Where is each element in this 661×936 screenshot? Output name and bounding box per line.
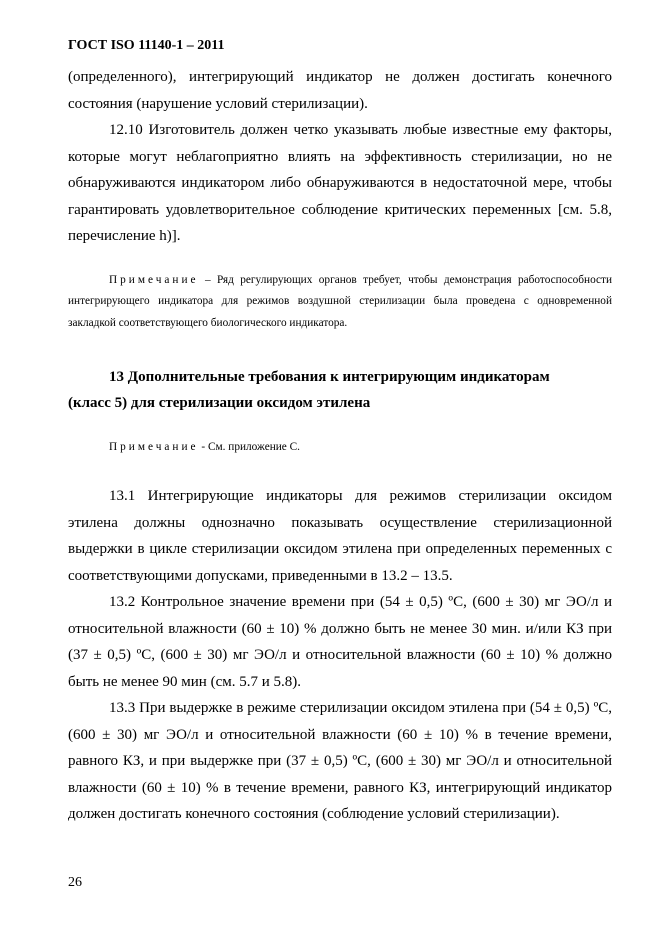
note-label: Примечание	[109, 273, 199, 286]
note-regulatory	[68, 270, 612, 335]
section-13-heading	[68, 364, 612, 416]
paragraph-13-3: 13.3 При выдержке в режиме стерилизации оксидом этилена при (54 ± 0,5) ºС, (600 ± 30) мг ЭО/л и относительной влажности (60 ± 10) % в течение времени, равного КЗ, и при выдержке при (37 ± 0,5) ºС, (600 ± 30) мг ЭО/л и относительной влажности (60 ± 10) % в течение времени, равного КЗ, интегрирующий индикатор должен достигать конечного состояния (соблюдение условий стерилизации).	[68, 700, 612, 822]
paragraph-13-2: 13.2 Контрольное значение времени при (54 ± 0,5) ºС, (600 ± 30) мг ЭО/л и относительной влажности (60 ± 10) % должно быть не менее 30 мин. и/или КЗ при (37 ± 0,5) ºС, (600 ± 30) мг ЭО/л и относительной влажности (60 ± 10) % должно быть не менее 90 мин (см. 5.7 и 5.8).	[68, 594, 612, 690]
paragraph-12-10: 12.10 Изготовитель должен четко указывать любые известные ему факторы, которые могут неблагоприятно влиять на эффективность стерилизации, но не обнаруживаются индикатором либо обнаруживаются в недостаточной мере, чтобы гарантировать удовлетворительное соблюдение критических переменных [см. 5.8, перечисление h)].	[68, 122, 612, 244]
paragraph-13-1: 13.1 Интегрирующие индикаторы для режимов стерилизации оксидом этилена должны однозначно показывать осуществление стерилизационной выдержки в цикле стерилизации оксидом этилена при определенных переменных с соответствующими допусками, приведенными в 13.2 – 13.5.	[68, 488, 612, 584]
page-number: 26	[68, 875, 82, 890]
document-header: ГОСТ ISO 11140-1 – 2011	[68, 38, 225, 53]
page-body	[68, 64, 612, 828]
note-see-appendix	[68, 441, 612, 453]
heading-line-1: 13 Дополнительные требования к интегрирующим индикаторам	[109, 369, 550, 385]
heading-line-2: (класс 5) для стерилизации оксидом этилена	[68, 395, 371, 411]
paragraph-continued: (определенного), интегрирующий индикатор не должен достигать конечного состояния (нарушение условий стерилизации).	[68, 69, 612, 112]
note-text: - См. приложение С.	[198, 441, 300, 453]
note-text: – Ряд регулирующих органов требует, чтобы демонстрация работоспособности интегрирующего индикатора для режимов воздушной стерилизации была проведена с одновременной закладкой соответствующего биологического индикатора.	[68, 273, 612, 329]
note-label: Примечание	[109, 441, 199, 453]
